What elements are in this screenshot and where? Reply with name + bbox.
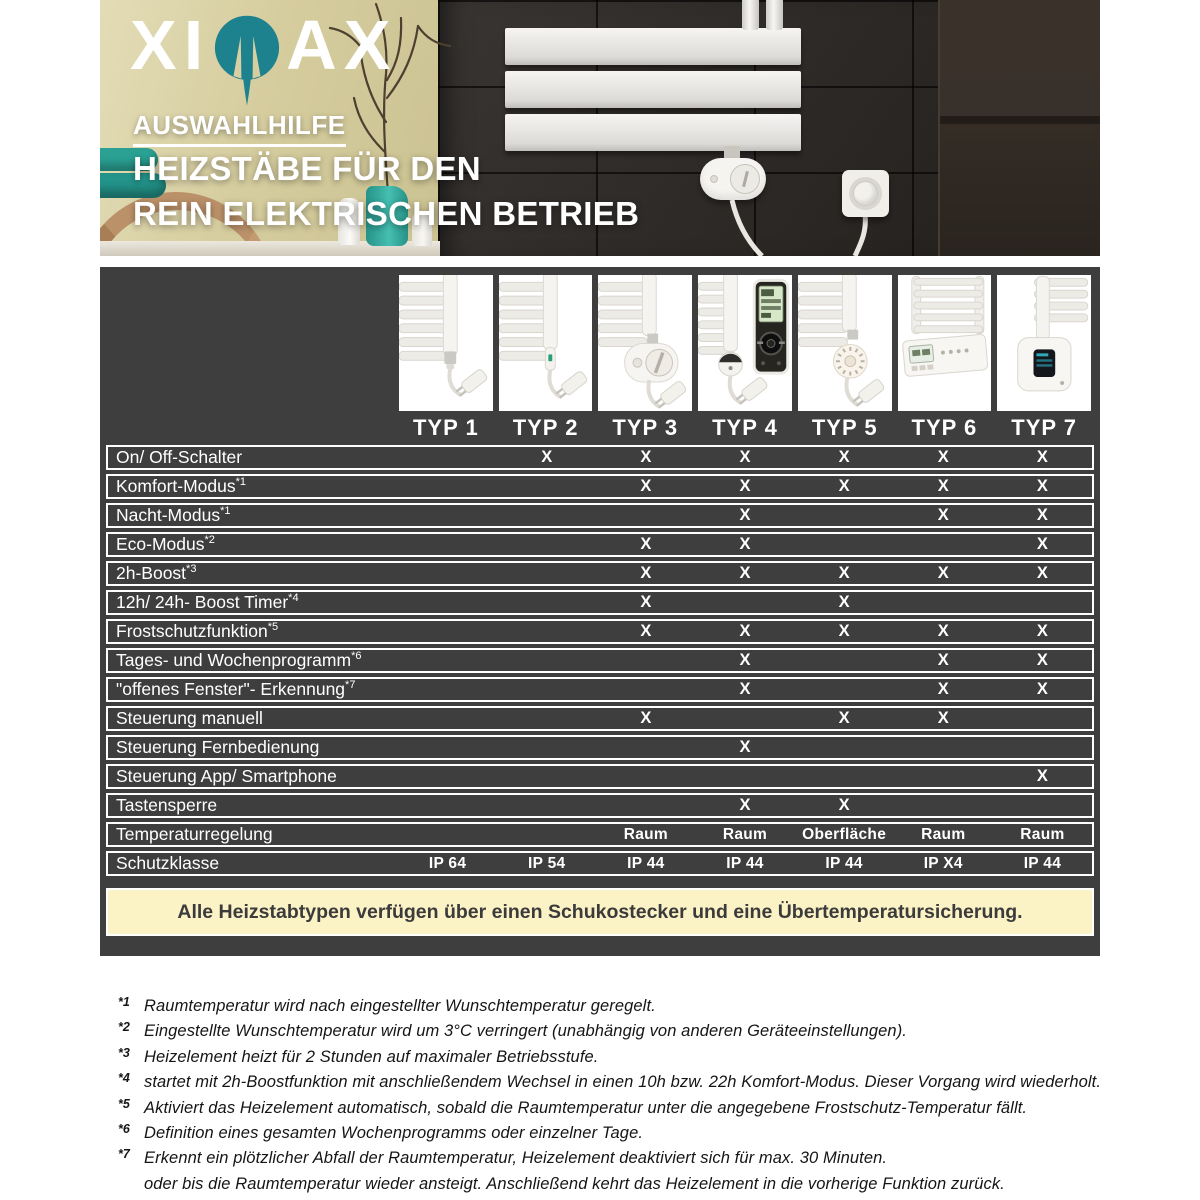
row-label: "offenes Fenster"- Erkennung$^{*7}$ [116,679,356,699]
x-mark: X [838,709,850,727]
value-cell: Raum [623,825,668,843]
x-mark: X [1036,680,1048,698]
row-label: Schutzklasse [116,853,220,873]
element-box-icon [997,275,1091,411]
x-mark: X [1036,767,1048,785]
value-cell: IP 44 [1023,854,1062,872]
radiator-pipe [742,0,759,30]
hero-title-line2: REIN ELEKTRISCHEN BETRIEB [133,195,640,232]
footnote-text: startet mit 2h-Boostfunktion mit anschließendem Wechsel in einen 10h bzw. 22h Komfort-Modus. Dieser Vorgang wird wiederholt. [144,1073,1102,1092]
table-row [106,532,1094,557]
footnote-text: Aktiviert das Heizelement automatisch, sobald die Raumtemperatur unter die angegebene Frostschutz-Temperatur fällt. [144,1098,1028,1117]
column-header-typ-7 [994,275,1094,441]
column-label: TYP 3 [612,415,679,440]
row-label: Steuerung Fernbedienung [116,737,320,757]
table-row [106,822,1094,847]
column-label: TYP 4 [712,415,778,440]
x-mark: X [1036,564,1048,582]
x-mark: X [739,651,751,669]
x-mark: X [640,564,652,582]
column-header-typ-4 [695,275,795,441]
wall-socket [842,170,889,217]
column-header-typ-2 [496,275,596,441]
brand-logo [130,6,398,107]
column-label: TYP 2 [512,415,579,440]
header-corner-cell [106,275,396,441]
product-photo [798,275,892,411]
radiator-panel [505,28,801,65]
dial-icon [730,164,760,194]
table-row [106,851,1094,876]
note-text: Alle Heizstabtypen verfügen über einen Schukostecker und eine Übertemperatursicherung. [177,900,1023,923]
footnote [118,1148,1100,1170]
x-mark: X [937,477,949,495]
x-mark: X [640,535,652,553]
x-mark: X [739,622,751,640]
x-mark: X [739,796,751,814]
x-mark: X [739,477,751,495]
row-label: Steuerung manuell [116,708,263,728]
value-cell: IP 54 [528,854,566,872]
cabinet [938,0,1100,256]
table-row [106,706,1094,731]
row-label: Tastensperre [116,795,218,815]
footnote-marker: *5 [118,1096,130,1111]
table-row [106,561,1094,586]
row-label: Steuerung App/ Smartphone [116,766,337,786]
value-cell: IP 44 [726,854,764,872]
x-mark: X [937,709,949,727]
plug-icon [853,181,878,206]
row-label: On/ Off-Schalter [116,447,243,467]
row-label: Frostschutzfunktion$^{*5}$ [116,621,279,641]
table-row [106,648,1094,673]
footnote [118,1072,1100,1094]
value-cell: IP 44 [627,854,665,872]
x-mark: X [838,796,850,814]
row-label: Tages- und Wochenprogramm$^{*6}$ [116,650,362,670]
x-mark: X [838,564,850,582]
x-mark: X [1036,651,1048,669]
footnote [118,1123,1100,1145]
x-mark: X [739,506,751,524]
table-row [106,474,1094,499]
element-dial-unit-icon [598,275,692,411]
row-label: Nacht-Modus$^{*1}$ [116,505,231,525]
selection-table [100,267,1100,956]
product-photo [598,275,692,411]
element-plain-icon [399,275,493,411]
x-mark: X [739,564,751,582]
x-mark: X [937,622,949,640]
footnote [118,996,1100,1018]
footnote [118,1098,1100,1120]
product-photo [997,275,1091,411]
row-label: Komfort-Modus$^{*1}$ [116,476,247,496]
table-row [106,793,1094,818]
x-mark: X [838,448,850,466]
x-mark: X [838,622,850,640]
footnote-marker: *2 [118,1020,130,1035]
row-label: Eco-Modus$^{*2}$ [116,534,215,554]
footnote-text: Erkennt ein plötzlicher Abfall der Raumtemperatur, Heizelement deaktiviert sich für max. 30 Minuten. [144,1149,888,1168]
column-label: TYP 7 [1011,415,1078,440]
x-mark: X [1036,477,1048,495]
hero-title-line1: HEIZSTÄBE FÜR DEN [133,150,481,187]
product-photo [698,275,792,411]
logo-text-xi: XI [130,6,211,84]
value-cell: IP X4 [923,854,963,872]
value-cell: Raum [1020,825,1065,843]
footnote-marker: *6 [118,1121,130,1136]
table-row [106,619,1094,644]
radiator-panel [505,114,801,151]
column-header-typ-1 [396,275,496,441]
value-cell: Raum [921,825,966,843]
row-label: 2h-Boost$^{*3}$ [116,563,197,583]
ximax-m-drop-icon [212,15,282,107]
footnote-marker: *7 [118,1147,130,1162]
value-cell: Raum [722,825,768,843]
x-mark: X [739,738,751,756]
product-photo [898,275,992,411]
hero-kicker: AUSWAHLHILFE [133,110,346,147]
row-label: Temperaturregelung [116,824,273,844]
footnote [118,1021,1100,1043]
footnote-text: Raumtemperatur wird nach eingestellter Wunschtemperatur geregelt. [144,997,656,1015]
footnote [118,1047,1100,1069]
table-header [106,275,1094,441]
button-icon [710,175,718,183]
heating-element-unit [700,158,766,200]
product-photo [499,275,593,411]
x-mark: X [739,448,751,466]
x-mark: X [739,680,751,698]
radiator-panel [505,71,801,108]
x-mark: X [1036,506,1048,524]
table-row [106,735,1094,760]
x-mark: X [937,651,949,669]
x-mark: X [541,448,553,466]
x-mark: X [640,593,652,611]
footnote-text: Heizelement heizt für 2 Stunden auf maximaler Betriebsstufe. [144,1047,599,1066]
radiator-pipe [766,0,783,30]
column-label: TYP 5 [811,415,878,440]
footnote-text: Definition eines gesamten Wochenprogramms oder einzelner Tage. [144,1123,644,1142]
x-mark: X [640,622,652,640]
value-cell: IP 44 [825,854,863,872]
x-mark: X [838,593,850,611]
column-header-typ-5 [795,275,895,441]
footnote [118,1174,1100,1195]
table-row [106,590,1094,615]
x-mark: X [838,477,850,495]
column-header-typ-6 [895,275,995,441]
x-mark: X [1036,448,1048,466]
hero-banner [100,0,1100,256]
note-bar [106,888,1094,936]
element-remote-icon [698,275,792,411]
footnote-marker: *1 [118,995,130,1009]
column-label: TYP 1 [412,415,479,440]
logo-text-ax: AX [286,6,398,84]
table-rows [106,445,1094,876]
x-mark: X [937,564,949,582]
x-mark: X [1036,535,1048,553]
value-cell: Oberfläche [802,825,887,843]
x-mark: X [640,709,652,727]
x-mark: X [937,448,949,466]
element-panel-icon [898,275,992,411]
x-mark: X [640,477,652,495]
product-photo [399,275,493,411]
element-switch-icon [499,275,593,411]
x-mark: X [1036,622,1048,640]
x-mark: X [937,506,949,524]
footnotes [118,996,1100,1198]
row-label: 12h/ 24h- Boost Timer$^{*4}$ [116,592,299,612]
table-row [106,677,1094,702]
x-mark: X [640,448,652,466]
footnote-text: oder bis die Raumtemperatur wieder ansteigt. Anschließend kehrt das Heizelement in die vorherige Funktion zurück. [144,1174,1005,1193]
x-mark: X [937,680,949,698]
footnote-marker: *4 [118,1071,130,1086]
table-row [106,445,1094,470]
element-thermostat-icon [798,275,892,411]
footnote-marker: *3 [118,1045,130,1060]
x-mark: X [739,535,751,553]
table-row [106,503,1094,528]
value-cell: IP 64 [428,854,467,872]
column-label: TYP 6 [911,415,978,440]
table-row [106,764,1094,789]
footnote-text: Eingestellte Wunschtemperatur wird um 3°C verringert (unabhängig von anderen Geräteeinstellungen). [144,1022,907,1041]
column-header-typ-3 [595,275,695,441]
